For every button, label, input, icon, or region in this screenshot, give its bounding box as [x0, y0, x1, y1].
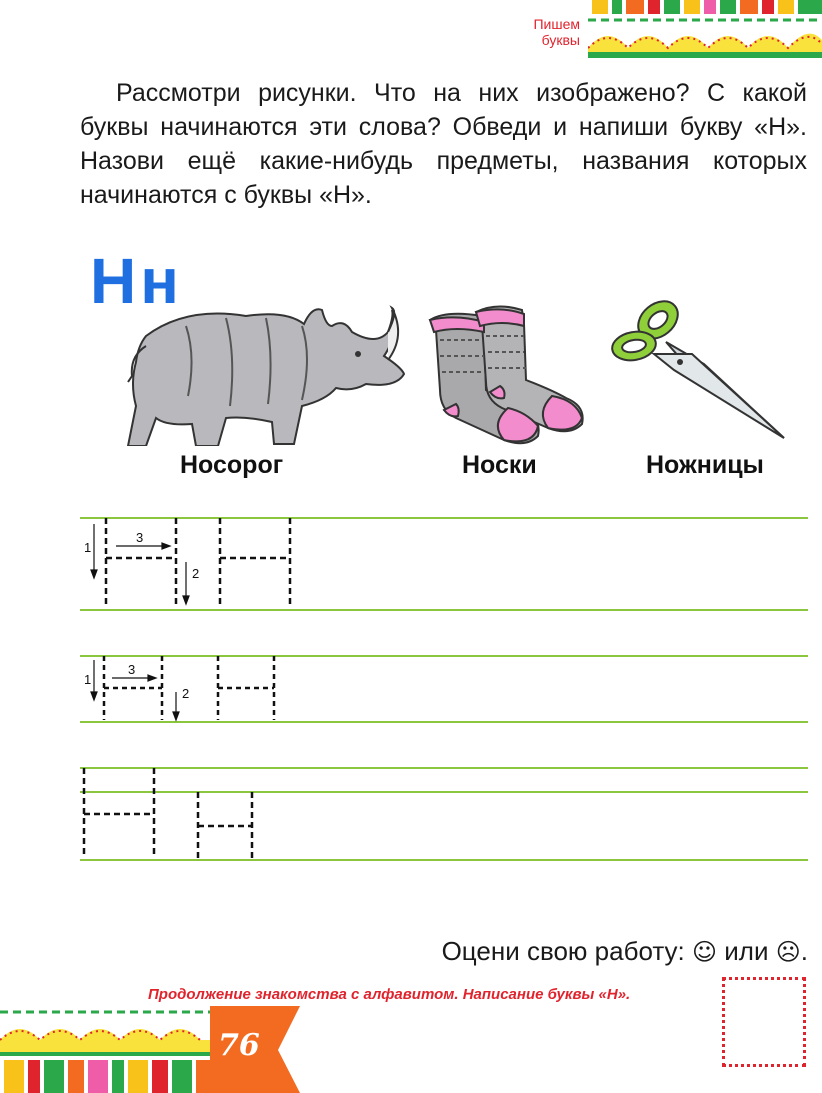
happy-face-icon: ☺	[692, 938, 718, 966]
self-evaluation	[442, 936, 808, 967]
scissors-icon	[608, 292, 788, 442]
socks-icon	[426, 300, 596, 450]
stroke-label-1: 1	[84, 540, 92, 555]
stroke-label-2b: 2	[182, 686, 190, 701]
instruction-text: Рассмотри рисунки. Что на них изображено? С какой буквы начинаются эти слова? Обведи и напиши букву «Н». Назови ещё какие-нибудь предметы, названия которых начинаются с буквы «Н».	[80, 79, 807, 209]
caption-socks: Носки	[462, 451, 537, 479]
stroke-label-1b: 1	[84, 672, 92, 687]
page-number: 76	[218, 1028, 260, 1063]
evaluation-text: Оцени свою работу:	[441, 936, 685, 966]
stroke-label-2: 2	[192, 566, 200, 581]
decorative-stripe-top	[588, 0, 822, 58]
evaluation-or: или	[724, 936, 769, 966]
rhinoceros-icon	[126, 296, 408, 446]
sad-face-icon: ☹	[775, 938, 801, 966]
letter-heading: Нн	[90, 245, 183, 317]
stroke-label-3: 3	[136, 530, 144, 545]
score-box	[722, 977, 806, 1067]
section-label: Пишем буквы	[533, 16, 580, 48]
caption-rhinoceros: Носорог	[180, 451, 284, 479]
evaluation-end: .	[800, 936, 808, 966]
writing-practice-area	[0, 500, 822, 880]
caption-scissors: Ножницы	[646, 451, 764, 479]
stroke-label-3b: 3	[128, 662, 136, 677]
lesson-topic: Продолжение знакомства с алфавитом. Написание буквы «Н».	[148, 986, 631, 1003]
